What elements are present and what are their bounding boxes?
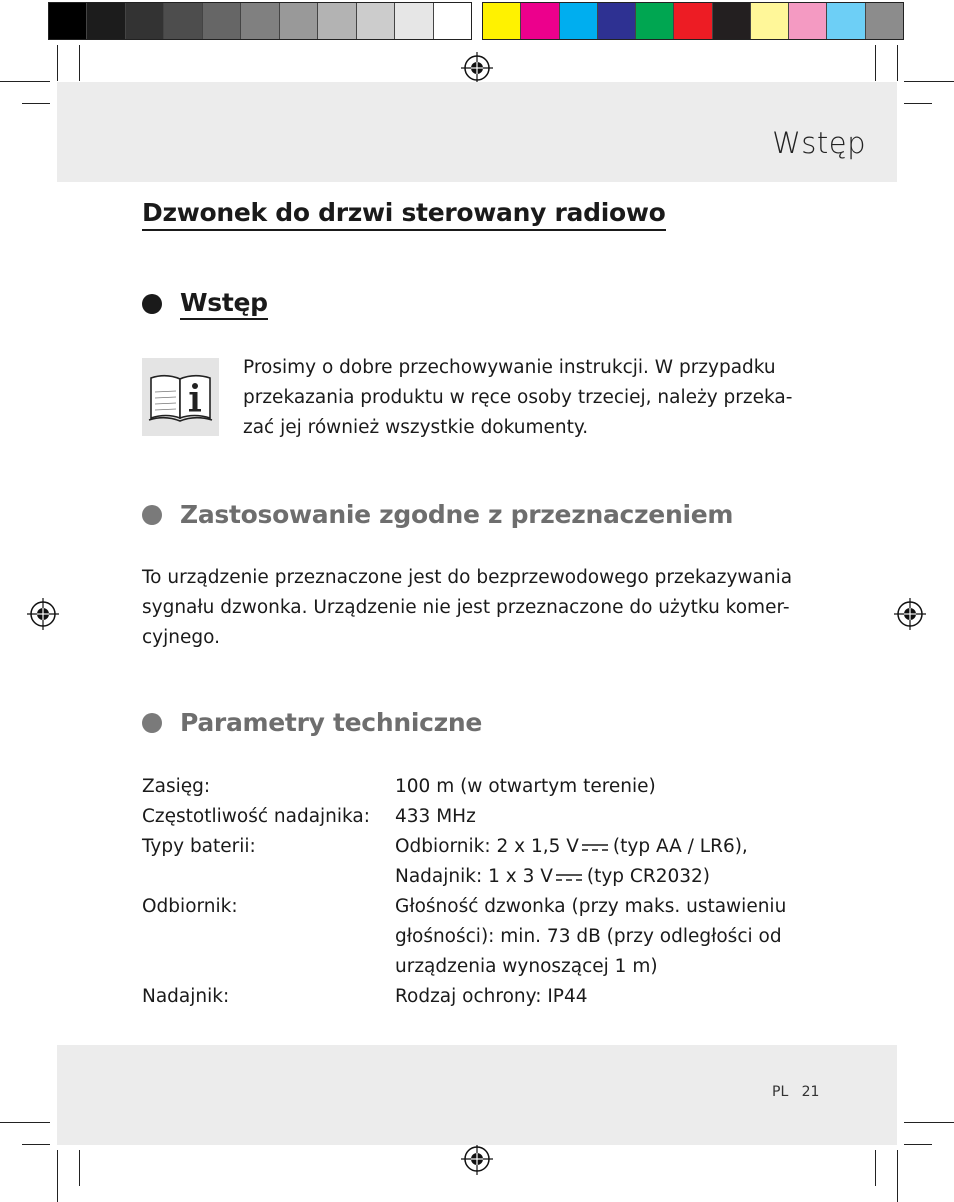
- registration-mark-icon: [26, 597, 60, 631]
- spec-row-transmitter: [142, 982, 815, 1012]
- text-line: Prosimy o dobre przechowywanie instrukcji. W przypadku: [243, 357, 776, 378]
- crop-mark: [57, 45, 58, 81]
- color-swatch: [395, 3, 433, 39]
- crop-mark: [875, 1150, 876, 1186]
- battery-transmitter-line: [395, 862, 815, 892]
- section-title: Zastosowanie zgodne z przeznaczeniem: [180, 500, 734, 529]
- battery-receiver-text: Odbiornik: 2 x 1,5 V: [395, 836, 579, 857]
- crop-mark: [904, 81, 954, 82]
- grayscale-calibration-bar: [48, 2, 472, 40]
- color-swatch: [483, 3, 521, 39]
- battery-transmitter-type: (typ CR2032): [586, 866, 710, 887]
- section-heading-usage: [142, 500, 733, 529]
- color-swatch: [203, 3, 241, 39]
- color-swatch: [164, 3, 202, 39]
- color-swatch: [713, 3, 751, 39]
- color-swatch: [318, 3, 356, 39]
- spec-row-frequency: [142, 802, 815, 832]
- spec-label: Zasięg:: [142, 776, 211, 797]
- spec-label: Częstotliwość nadajnika:: [142, 806, 370, 827]
- section-heading-specs: [142, 708, 482, 737]
- crop-mark: [79, 1150, 80, 1186]
- bullet-dot-icon: [142, 713, 162, 733]
- crop-mark: [0, 81, 50, 82]
- text-line: głośności): min. 73 dB (przy odległości od: [395, 926, 782, 947]
- color-swatch: [87, 3, 125, 39]
- spec-value: 433 MHz: [395, 806, 476, 827]
- section-heading-intro: [142, 288, 268, 320]
- section-title: Parametry techniczne: [180, 708, 483, 737]
- crop-mark: [904, 1144, 932, 1145]
- color-swatch: [126, 3, 164, 39]
- spec-value: 100 m (w otwartym terenie): [395, 776, 656, 797]
- color-swatch: [674, 3, 712, 39]
- header-band: [57, 82, 897, 182]
- text-line: Głośność dzwonka (przy maks. ustawieniu: [395, 896, 787, 917]
- spec-value: Rodzaj ochrony: IP44: [395, 986, 588, 1007]
- language-code: PL: [772, 1084, 789, 1100]
- specs-table: [142, 772, 815, 1012]
- spec-label: Nadajnik:: [142, 986, 230, 1007]
- crop-mark: [22, 1144, 50, 1145]
- color-swatch: [598, 3, 636, 39]
- registration-mark-icon: [460, 51, 494, 85]
- section-title: Wstęp: [180, 288, 268, 320]
- spec-value: [395, 832, 815, 892]
- text-line: To urządzenie przeznaczone jest do bezprzewodowego przekazywania: [142, 567, 793, 588]
- document-title: Dzwonek do drzwi sterowany radiowo: [142, 198, 666, 231]
- crop-mark: [22, 103, 50, 104]
- crop-mark: [0, 1122, 50, 1123]
- crop-mark: [875, 45, 876, 81]
- text-line: urządzenia wynoszącej 1 m): [395, 956, 658, 977]
- text-line: sygnału dzwonka. Urządzenie nie jest przeznaczone do użytku komer-: [142, 597, 790, 618]
- bullet-dot-icon: [142, 294, 162, 314]
- color-swatch: [357, 3, 395, 39]
- color-swatch: [789, 3, 827, 39]
- battery-receiver-line: [395, 832, 815, 862]
- spec-label: Odbiornik:: [142, 896, 238, 917]
- color-swatch: [636, 3, 674, 39]
- crop-mark: [79, 45, 80, 81]
- color-swatch: [521, 3, 559, 39]
- color-swatch: [866, 3, 903, 39]
- page-number-value: 21: [801, 1084, 820, 1100]
- page-header-title: Wstęp: [772, 126, 866, 160]
- registration-mark-icon: [460, 1142, 494, 1176]
- spec-row-range: [142, 772, 815, 802]
- color-swatch: [241, 3, 279, 39]
- text-line: przekazania produktu w ręce osoby trzeciej, należy przeka-: [243, 387, 793, 408]
- crop-mark: [897, 1150, 898, 1202]
- color-swatch: [827, 3, 865, 39]
- text-line: cyjnego.: [142, 627, 220, 648]
- text-line: zać jej również wszystkie dokumenty.: [243, 417, 589, 438]
- crop-mark: [904, 103, 932, 104]
- battery-receiver-type: (typ AA / LR6),: [612, 836, 748, 857]
- spec-value: [395, 892, 815, 982]
- usage-paragraph: [142, 563, 832, 653]
- direct-current-icon: [555, 873, 583, 882]
- page-number: [772, 1084, 819, 1100]
- bullet-dot-icon: [142, 505, 162, 525]
- spec-row-battery: [142, 832, 815, 892]
- crop-mark: [904, 1122, 954, 1123]
- color-swatch: [280, 3, 318, 39]
- color-calibration-bar: [482, 2, 904, 40]
- color-swatch: [560, 3, 598, 39]
- spec-label: Typy baterii:: [142, 836, 256, 857]
- footer-band: [57, 1045, 897, 1145]
- battery-transmitter-text: Nadajnik: 1 x 3 V: [395, 866, 553, 887]
- crop-mark: [897, 45, 898, 81]
- color-swatch: [434, 3, 471, 39]
- color-swatch: [751, 3, 789, 39]
- direct-current-icon: [581, 843, 609, 852]
- intro-paragraph: [243, 353, 823, 443]
- crop-mark: [57, 1150, 58, 1202]
- info-book-icon: [142, 358, 219, 436]
- color-swatch: [49, 3, 87, 39]
- registration-mark-icon: [893, 597, 927, 631]
- spec-row-receiver: [142, 892, 815, 982]
